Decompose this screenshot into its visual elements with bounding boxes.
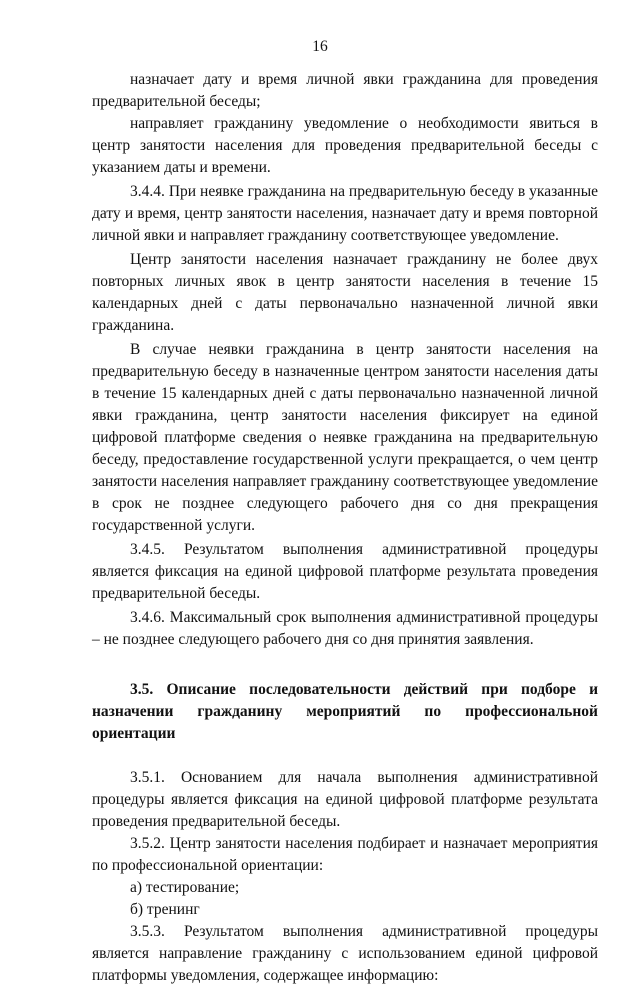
paragraph-3-5-2: 3.5.2. Центр занятости населения подбирает и назначает мероприятия по профессиональной ориентации: bbox=[92, 835, 598, 874]
paragraph: В случае неявки гражданина в центр занятости населения на предварительную беседу в назначенные центром занятости населения даты в течение 15 календарных дней с даты первоначально назначенной личной явки гражданина, центр занятости населения фиксирует на единой цифровой платформе сведения о неявке гражданина на предварительную беседу, предоставление государственной услуги прекращается, о чем центр занятости населения направляет гражданину соответствующее уведомление в срок не позднее следующего рабочего дня со дня прекращения государственной услуги. bbox=[92, 341, 598, 534]
list-item: а) тестирование; bbox=[130, 879, 240, 896]
paragraph-3-4-4: 3.4.4. При неявке гражданина на предварительную беседу в указанные дату и время, центр занятости населения, назначает дату и время повторной личной явки и направляет гражданину соответствующее уведомление. bbox=[92, 183, 598, 244]
paragraph-3-5-3: 3.5.3. Результатом выполнения административной процедуры является направление гражданину с использованием единой цифровой платформы уведомления, содержащее информацию: bbox=[92, 923, 598, 984]
document-body bbox=[92, 69, 598, 987]
paragraph-3-4-5: 3.4.5. Результатом выполнения административной процедуры является фиксация на единой цифровой платформе результата проведения предварительной беседы. bbox=[92, 541, 598, 602]
page-number: 16 bbox=[312, 38, 328, 55]
section-heading-3-5: 3.5. Описание последовательности действий при подборе и назначении гражданину мероприятий по профессиональной ориентации bbox=[92, 681, 598, 742]
paragraph: направляет гражданину уведомление о необходимости явиться в центр занятости населения для проведения предварительной беседы с указанием даты и времени. bbox=[92, 115, 598, 176]
paragraph-3-5-1: 3.5.1. Основанием для начала выполнения административной процедуры является фиксация на единой цифровой платформе результата проведения предварительной беседы. bbox=[92, 769, 598, 830]
paragraph: назначает дату и время личной явки гражданина для проведения предварительной беседы; bbox=[92, 71, 598, 110]
paragraph: Центр занятости населения назначает гражданину не более двух повторных личных явок в центр занятости населения в течение 15 календарных дней с даты первоначально назначенной личной явки гражданина. bbox=[92, 251, 598, 334]
list-item: б) тренинг bbox=[130, 901, 200, 918]
paragraph-3-4-6: 3.4.6. Максимальный срок выполнения административной процедуры – не позднее следующего рабочего дня со дня принятия заявления. bbox=[92, 609, 598, 648]
